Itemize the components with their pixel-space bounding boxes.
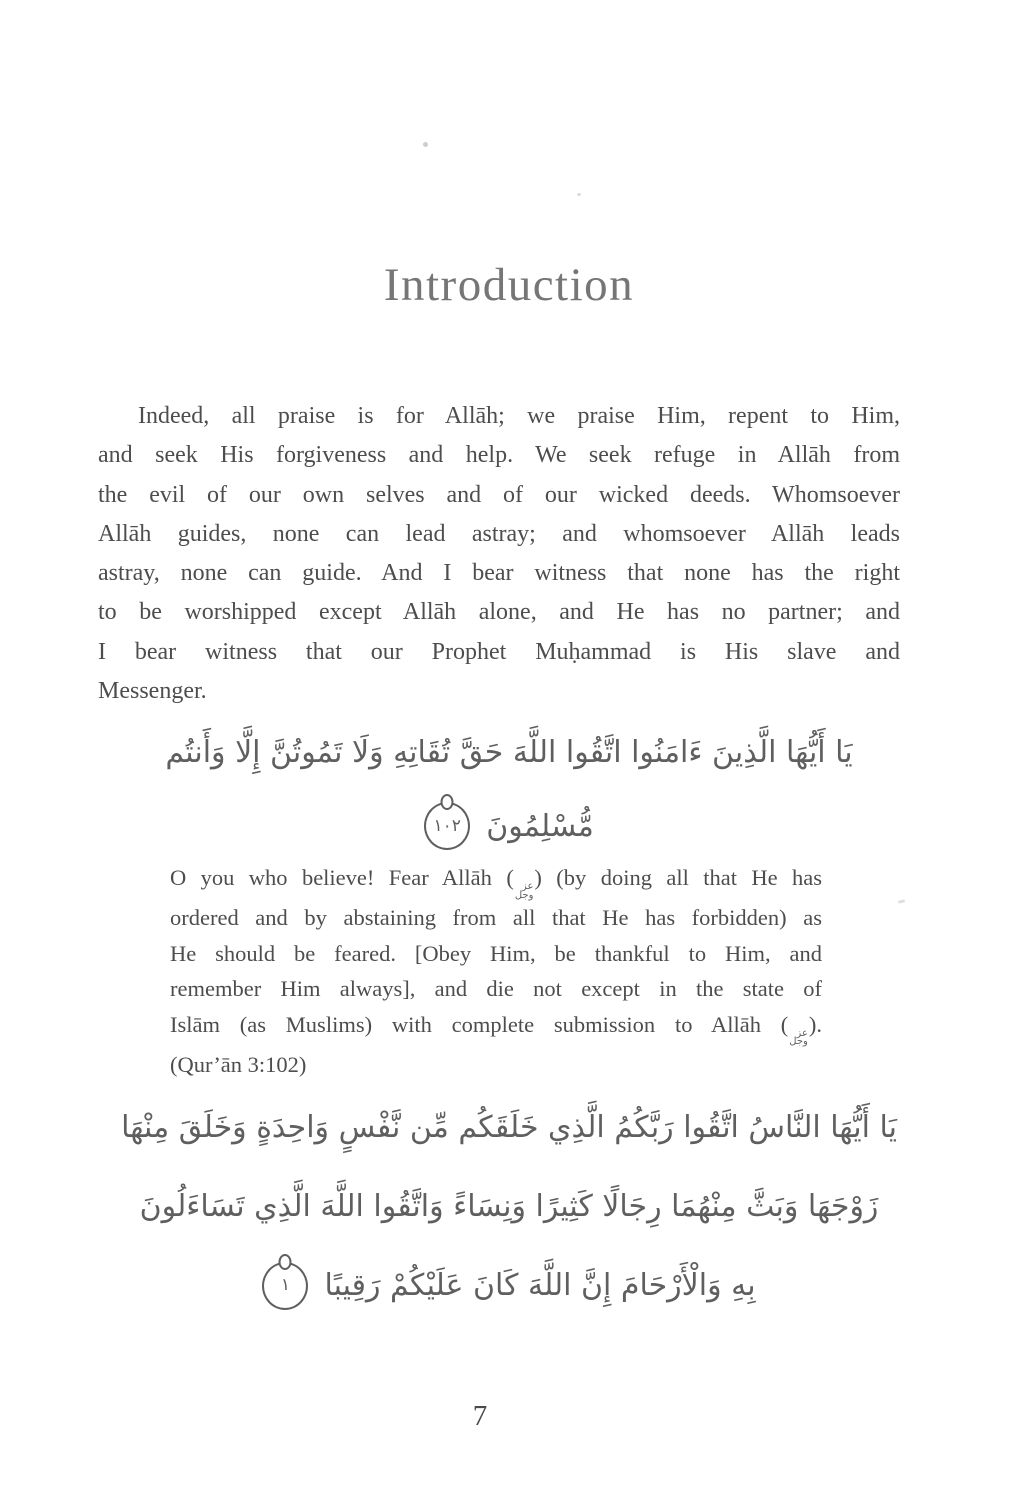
arabic-verse-text: مُّسْلِمُونَ: [486, 808, 594, 844]
translation-line: remember Him always], and die not except in the state of: [170, 976, 822, 1002]
arabic-verse-line: يَا أَيُّهَا الَّذِينَ ءَامَنُوا اتَّقُوا اللَّهَ حَقَّ تُقَاتِهِ وَلَا تَمُوتُنَّ إِلَّا وَأَنتُم: [165, 735, 853, 770]
translation-3-102: [170, 860, 822, 1082]
translation-line: (Qur’ān 3:102): [170, 1051, 307, 1077]
page-title: Introduction: [383, 259, 635, 311]
translation-line: Islām (as Muslims) with complete submission to Allāh ( عز وجل ).: [170, 1011, 822, 1048]
paragraph-line: Allāh guides, none can lead astray; and whomsoever Allāh leads: [98, 520, 900, 547]
scan-speck: [423, 142, 428, 147]
arabic-verse-lines: [59, 1088, 959, 1246]
verse-number: ١٠٢: [433, 815, 461, 836]
page-number: 7: [472, 1400, 488, 1432]
arabic-verse-lines: [59, 716, 959, 790]
verse-number-medallion: [424, 802, 470, 850]
paragraph-line: I bear witness that our Prophet Muḥammad is His slave and: [98, 638, 900, 665]
translation-line: He should be feared. [Obey Him, be thankful to Him, and: [170, 940, 822, 966]
arabic-verse-last-line: [59, 1246, 959, 1325]
verse-number-medallion: [262, 1262, 308, 1310]
quran-verse-4-1-arabic: [59, 1088, 959, 1325]
arabic-verse-text: بِهِ وَالْأَرْحَامَ إِنَّ اللَّهَ كَانَ عَلَيْكُمْ رَقِيبًا: [324, 1268, 756, 1303]
translation-line: ordered and by abstaining from all that He has forbidden) as: [170, 905, 822, 930]
quran-verse-3-102-arabic: [59, 716, 959, 858]
arabic-verse-line: يَا أَيُّهَا النَّاسُ اتَّقُوا رَبَّكُمُ الَّذِي خَلَقَكُم مِّن نَّفْسٍ وَاحِدَةٍ وَخَلَقَ مِنْهَا: [121, 1110, 897, 1145]
paragraph-line: the evil of our own selves and of our wicked deeds. Whomsoever: [98, 481, 900, 508]
paragraph-line: astray, none can guide. And I bear witness that none has the right: [98, 560, 900, 587]
paragraph-line: Indeed, all praise is for Allāh; we praise Him, repent to Him,: [138, 403, 900, 429]
allah-honorific-mark: عز وجل: [514, 881, 534, 901]
translation-line: O you who believe! Fear Allāh ( عز وجل ) (by doing all that He has: [170, 865, 822, 901]
paragraph-line: and seek His forgiveness and help. We seek refuge in Allāh from: [98, 442, 900, 469]
paragraph-line: Messenger.: [98, 678, 207, 705]
arabic-verse-last-line: [59, 794, 959, 858]
verse-number: ١: [280, 1275, 291, 1295]
intro-paragraph: [98, 397, 900, 711]
scan-speck: [898, 899, 905, 903]
paragraph-line: to be worshipped except Allāh alone, and He has no partner; and: [98, 599, 900, 626]
allah-honorific-mark: عز وجل: [789, 1027, 808, 1048]
arabic-verse-line: زَوْجَهَا وَبَثَّ مِنْهُمَا رِجَالًا كَثِيرًا وَنِسَاءً وَاتَّقُوا اللَّهَ الَّذِي تَسَاءَلُونَ: [139, 1189, 879, 1224]
scan-speck: [577, 193, 581, 196]
